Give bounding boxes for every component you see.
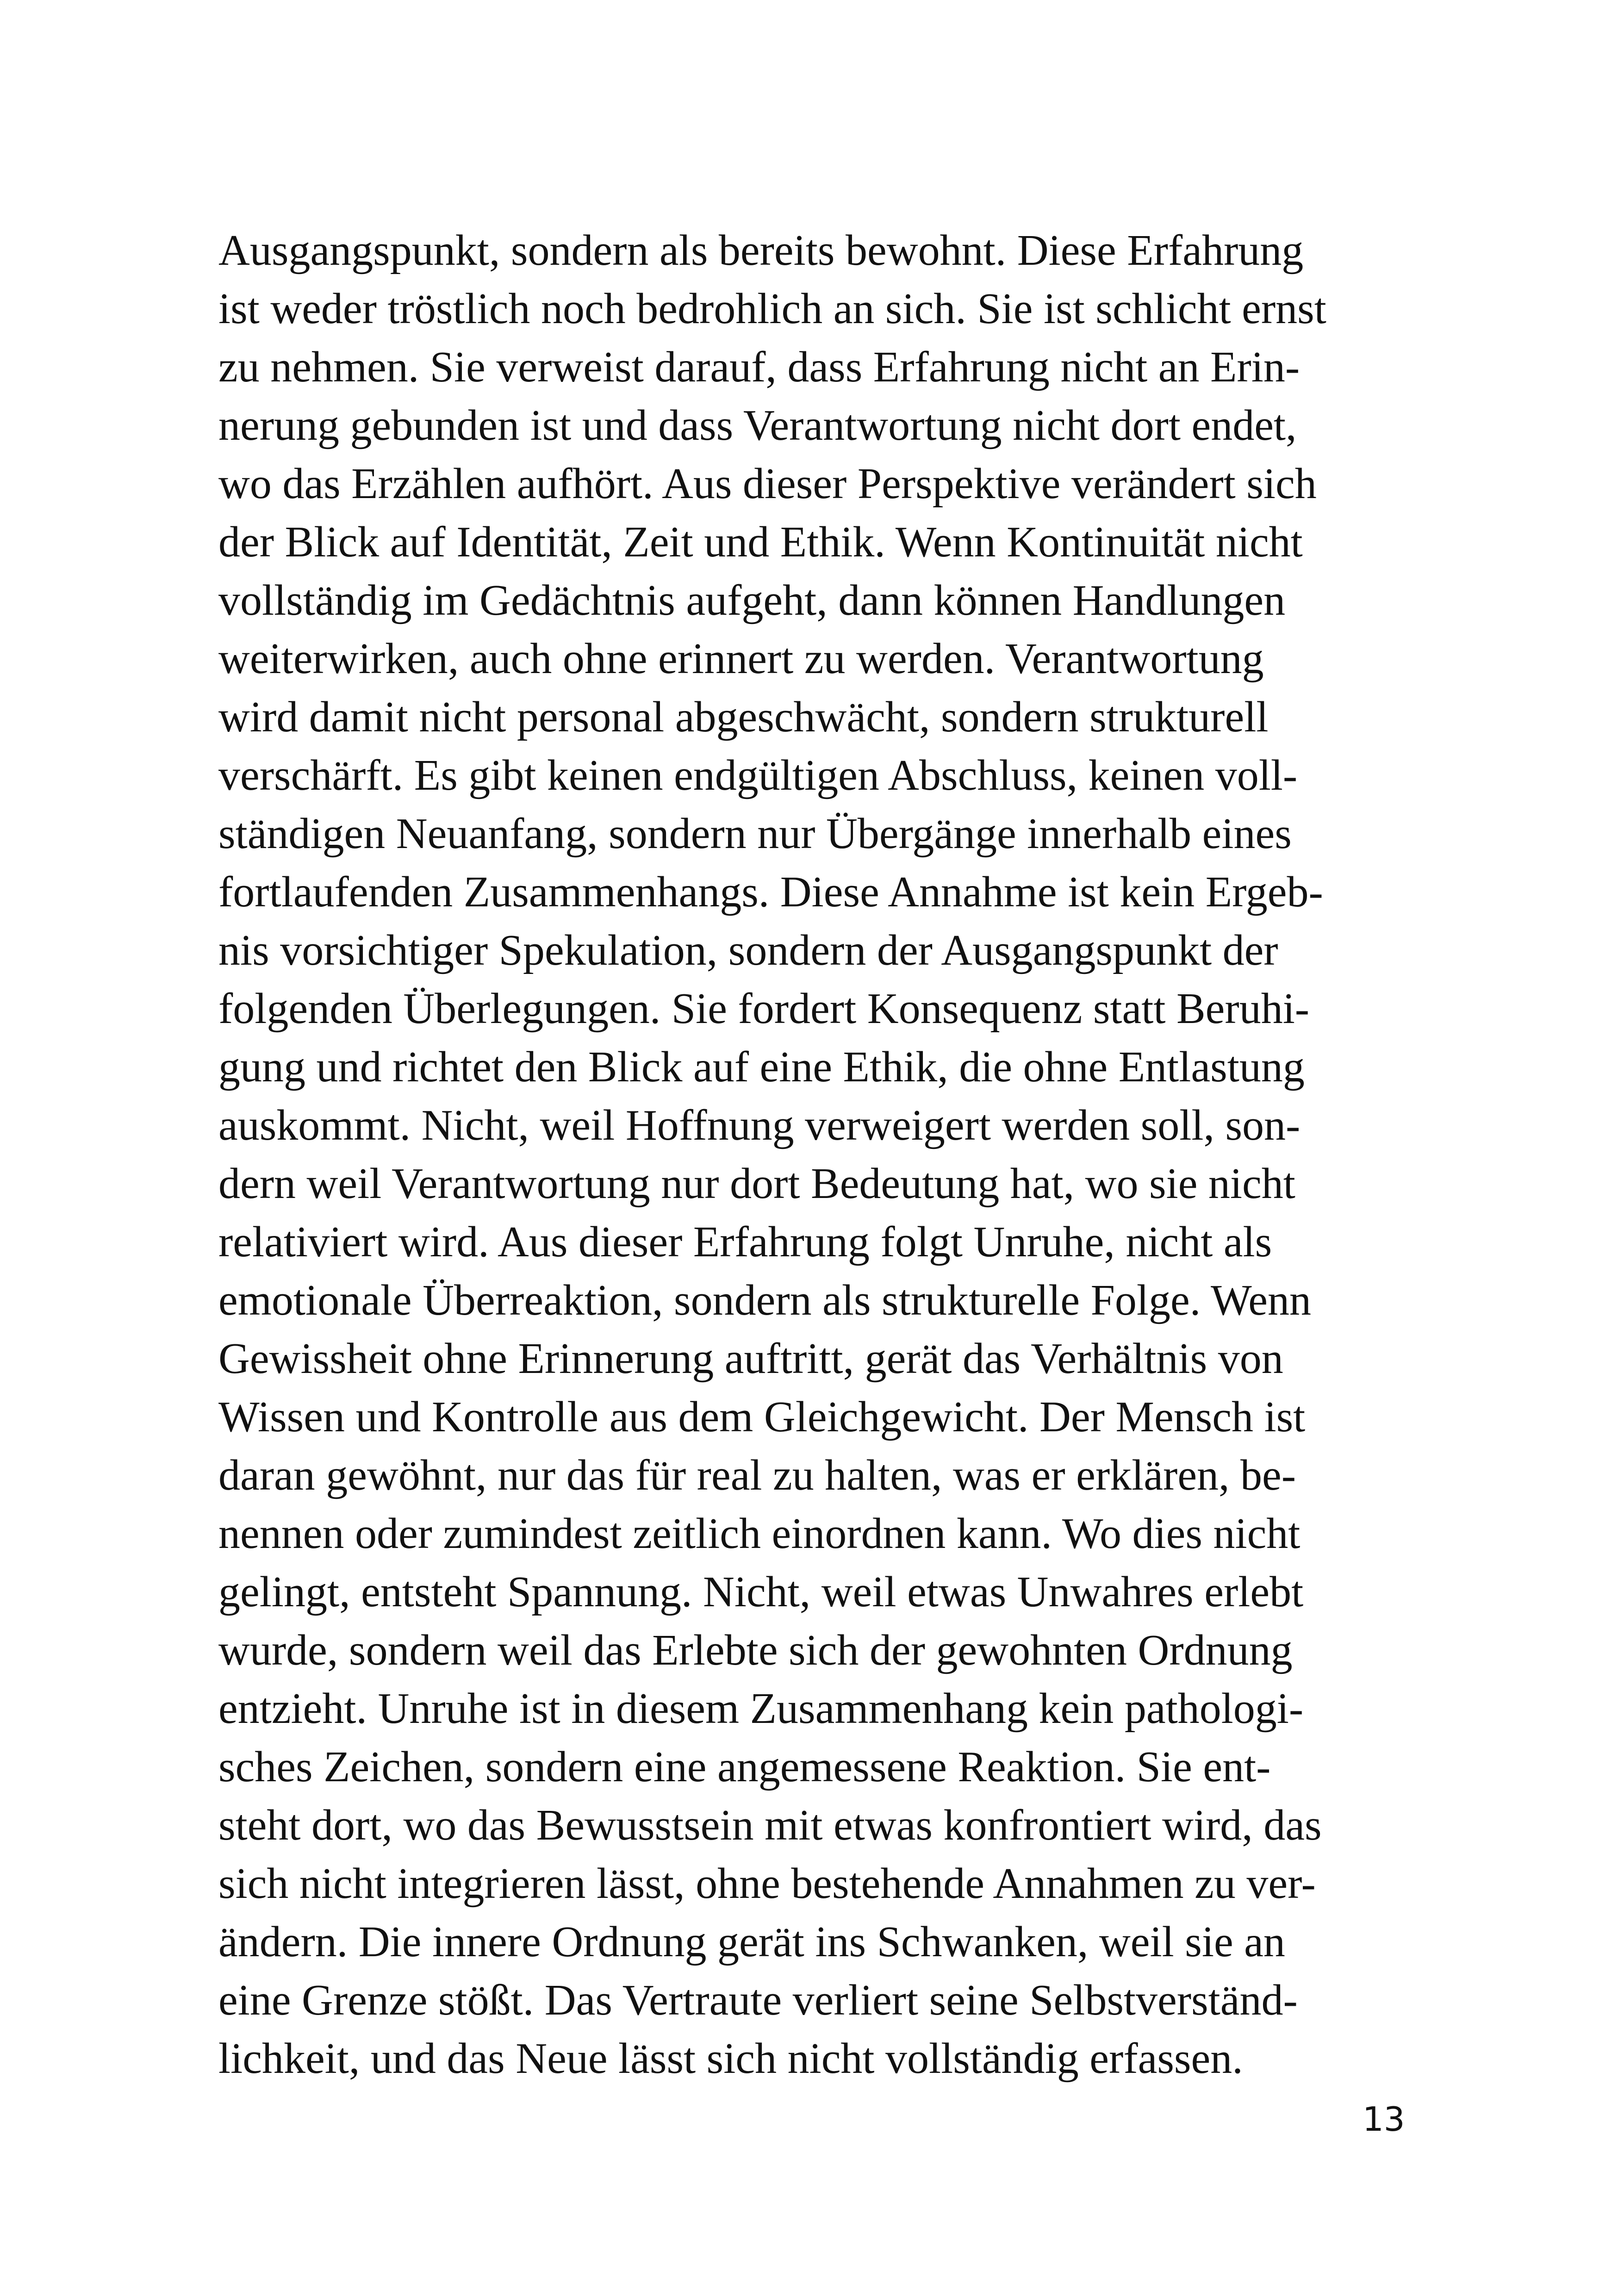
text-line: folgenden Überlegungen. Sie fordert Konsequenz statt Beruhi- xyxy=(218,985,1310,1033)
text-line: relativiert wird. Aus dieser Erfahrung folgt Unruhe, nicht als xyxy=(218,1218,1272,1266)
text-line: wo das Erzählen aufhört. Aus dieser Perspektive verändert sich xyxy=(218,460,1317,508)
text-line: gung und richtet den Blick auf eine Ethik, die ohne Entlastung xyxy=(218,1043,1305,1091)
text-line: nerung gebunden ist und dass Verantwortung nicht dort endet, xyxy=(218,401,1297,449)
text-line: ist weder tröstlich noch bedrohlich an sich. Sie ist schlicht ernst xyxy=(218,285,1326,333)
text-line: auskommt. Nicht, weil Hoffnung verweigert werden soll, son- xyxy=(218,1101,1301,1149)
text-line: gelingt, entsteht Spannung. Nicht, weil etwas Unwahres erlebt xyxy=(218,1568,1304,1616)
text-line: dern weil Verantwortung nur dort Bedeutung hat, wo sie nicht xyxy=(218,1160,1295,1208)
text-line: nis vorsichtiger Spekulation, sondern der Ausgangspunkt der xyxy=(218,926,1278,974)
text-line: vollständig im Gedächtnis aufgeht, dann können Handlungen xyxy=(218,576,1286,624)
text-line: verschärft. Es gibt keinen endgültigen Abschluss, keinen voll- xyxy=(218,751,1298,799)
text-line: steht dort, wo das Bewusstsein mit etwas konfrontiert wird, das xyxy=(218,1801,1322,1849)
text-line: Ausgangspunkt, sondern als bereits bewohnt. Diese Erfahrung xyxy=(218,226,1304,275)
body-text xyxy=(218,221,1403,2088)
text-line: emotionale Überreaktion, sondern als strukturelle Folge. Wenn xyxy=(218,1276,1311,1324)
text-line: zu nehmen. Sie verweist darauf, dass Erfahrung nicht an Erin- xyxy=(218,343,1300,391)
text-line: Gewissheit ohne Erinnerung auftritt, gerät das Verhältnis von xyxy=(218,1335,1283,1383)
text-line: wird damit nicht personal abgeschwächt, sondern strukturell xyxy=(218,693,1269,741)
text-line: ändern. Die innere Ordnung gerät ins Schwanken, weil sie an xyxy=(218,1918,1285,1966)
text-line: entzieht. Unruhe ist in diesem Zusammenhang kein pathologi- xyxy=(218,1685,1304,1733)
text-line: sches Zeichen, sondern eine angemessene Reaktion. Sie ent- xyxy=(218,1743,1271,1791)
text-line: sich nicht integrieren lässt, ohne bestehende Annahmen zu ver- xyxy=(218,1859,1316,1908)
text-line: Wissen und Kontrolle aus dem Gleichgewicht. Der Mensch ist xyxy=(218,1393,1306,1441)
text-line: lichkeit, und das Neue lässt sich nicht vollständig erfassen. xyxy=(218,2034,1243,2083)
text-line: wurde, sondern weil das Erlebte sich der gewohnten Ordnung xyxy=(218,1626,1293,1674)
text-line: daran gewöhnt, nur das für real zu halten, was er erklären, be- xyxy=(218,1451,1296,1499)
text-line: der Blick auf Identität, Zeit und Ethik. Wenn Kontinuität nicht xyxy=(218,518,1303,566)
text-line: eine Grenze stößt. Das Vertraute verliert seine Selbstverständ- xyxy=(218,1976,1298,2024)
page-number: 13 xyxy=(1363,2100,1405,2139)
text-line: nennen oder zumindest zeitlich einordnen kann. Wo dies nicht xyxy=(218,1510,1301,1558)
text-line: fortlaufenden Zusammenhangs. Diese Annahme ist kein Ergeb- xyxy=(218,868,1323,916)
text-line: ständigen Neuanfang, sondern nur Übergänge innerhalb eines xyxy=(218,810,1292,858)
text-line: weiterwirken, auch ohne erinnert zu werden. Verantwortung xyxy=(218,635,1264,683)
